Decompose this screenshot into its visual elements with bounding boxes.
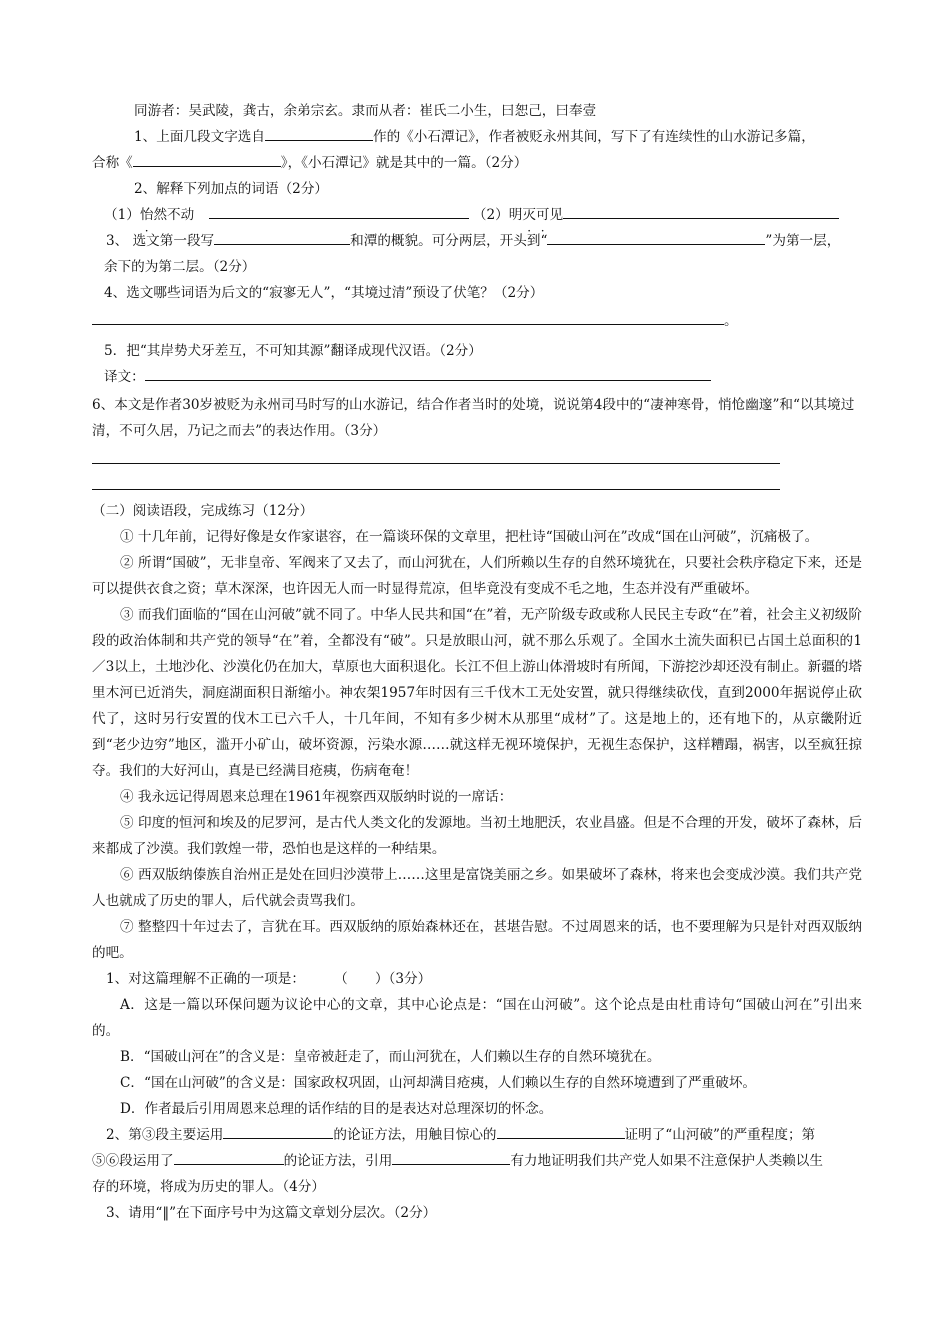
question-2-1-word: 然不动: [153, 207, 195, 223]
question-2-2-blank[interactable]: [563, 204, 839, 219]
question-1-blank-collection[interactable]: [133, 152, 281, 167]
section-2-heading: （二）阅读语段，完成练习（12分）: [92, 503, 314, 519]
section-2-question-2-blank-1[interactable]: [223, 1124, 333, 1139]
question-4-answer: [92, 308, 862, 334]
section-2-question-2-blank-2[interactable]: [497, 1124, 625, 1139]
question-3-text-b: 和潭的概貌。可分两层，开头到“: [350, 233, 548, 249]
passage-paragraph: ② 所谓“国破”，无非皇帝、军阀来了又去了，而山河犹在，人们所赖以生存的自然环境犹在，只要社会秩序稳定下来，还是可以提供衣食之资；草木深深，也许因无人而一时显得荒凉，但毕竟没有变成不毛之地，生态并没有严重破坏。: [92, 555, 862, 597]
section-2-question-3: 3、请用“‖”在下面序号中为这篇文章划分层次。（2分）: [106, 1205, 437, 1221]
question-5-answer: [92, 364, 862, 390]
passage-paragraph: ① 十几年前，记得好像是女作家谌容，在一篇谈环保的文章里，把杜诗“国破山河在”改成“国在山河破”，沉痛极了。: [120, 529, 819, 545]
passage-paragraph: ③ 而我们面临的“国在山河破”就不同了。中华人民共和国“在”着，无产阶级专政或称人民民主专政“在”着，社会主义初级阶段的政治体制和共产党的领导“在”着，全都没有“破”。只是放眼山河，就不那么乐观了。全国水土流失面积已占国土总面积的1／3以上，土地沙化、沙漠化仍在加大，草原也大面积退化。长江不但上游山体滑坡时有所闻，下游挖沙却还没有制止。新疆的塔里木河已近消失，洞庭湖面积日渐缩小。神农架1957年时因有三千伐木工无处安置，就只得继续砍伐，直到2000年据说停止砍代了，这时另行安置的伐木工已六千人，十几年间，不知有多少树木从那里“成材”了。这是地上的，还有地下的，从京畿附近到“老少边穷”地区，滥开小矿山，破坏资源，污染水源……就这样无视环境保护，无视生态保护，这样糟蹋，祸害，以至疯狂掠夺。我们的大好河山，真是已经满目疮痍，伤病奄奄！: [92, 607, 862, 779]
question-4-blank[interactable]: [92, 310, 724, 325]
passage-paragraph: ⑦ 整整四十年过去了，言犹在耳。西双版纳的原始森林还在，甚堪告慰。不过周恩来的话，也不要理解为只是针对西双版纳的吧。: [92, 919, 862, 961]
passage-paragraph: ④ 我永远记得周恩来总理在1961年视察西双版纳时说的一席话：: [120, 789, 513, 805]
question-2: 2、解释下列加点的词语（2分）: [134, 181, 329, 197]
question-2-words: [92, 202, 862, 228]
reading-passage: [92, 524, 862, 966]
exam-page: [92, 98, 862, 1226]
question-2-1-blank[interactable]: [209, 204, 469, 219]
dotted-word-ke: 可: [535, 207, 550, 223]
section-2-question-2-text-a: 2、第③段主要运用: [106, 1127, 224, 1143]
question-6-answer-line-2[interactable]: [92, 488, 780, 490]
section-2-question-2: [92, 1122, 862, 1148]
question-4-end: 。: [724, 313, 738, 329]
question-1-text-a: 1、上面几段文字选自: [134, 129, 265, 145]
section-2-question-2-text-b: 的论证方法，用触目惊心的: [333, 1127, 497, 1143]
question-1-text-b: 作的《小石潭记》，作者被贬永州其间，写下了有连续性的山水游记多篇，: [373, 129, 815, 145]
question-3: [92, 228, 862, 254]
passage-paragraph: ⑥ 西双版纳傣族自治州正是处在回归沙漠带上……这里是富饶美丽之乡。如果破坏了森林，将来也会变成沙漠。我们共产党人也就成了历史的罪人，后代就会责骂我们。: [92, 867, 862, 909]
question-3-cont: 余下的为第二层。（2分）: [104, 259, 256, 275]
option-b[interactable]: B．“国破山河在”的含义是：皇帝被赶走了，而山河犹在，人们赖以生存的自然环境犹在。: [120, 1049, 661, 1065]
section-2-question-1: [92, 966, 862, 992]
question-1-cont: [92, 150, 862, 176]
dotted-word-yi: 怡: [139, 207, 154, 223]
question-5-blank[interactable]: [145, 366, 711, 381]
question-1: [92, 124, 862, 150]
question-1-text-d: 》，《小石潭记》就是其中的一篇。（2分）: [280, 155, 528, 171]
section-2-question-2-text-c: 证明了“山河破”的严重程度；第: [624, 1127, 816, 1143]
section-2-question-1-text: 1、对这篇理解不正确的一项是：: [106, 971, 305, 987]
question-6-answer-line-1[interactable]: [92, 462, 780, 464]
companions-line: 同游者：吴武陵，龚古，余弟宗玄。隶而从者：崔氏二小生，曰恕己，曰奉壹: [134, 103, 597, 119]
question-1-blank-author[interactable]: [265, 126, 373, 141]
section-2-question-2-text-f: 有力地证明我们共产党人如果不注意保护人类赖以生: [510, 1153, 823, 1169]
question-3-text-a: 3、 选文第一段写: [106, 233, 215, 249]
option-a[interactable]: A．这是一篇以环保问题为议论中心的文章，其中心论点是：“国在山河破”。这个论点是由杜甫诗句“国破山河在”引出来的。: [92, 997, 862, 1039]
passage-paragraph: ⑤ 印度的恒河和埃及的尼罗河，是古代人类文化的发源地。当初土地肥沃，农业昌盛。但是不合理的开发，破坏了森林，后来都成了沙漠。我们敦煌一带，恐怕也是这样的一种结果。: [92, 815, 862, 857]
section-2-question-2-blank-4[interactable]: [392, 1150, 510, 1165]
section-2-question-2-blank-3[interactable]: [174, 1150, 284, 1165]
question-5-label: 译文：: [104, 369, 145, 385]
question-2-2-word-end: 见: [549, 207, 564, 223]
section-2-question-2-cont: [92, 1148, 862, 1174]
question-3-blank-2[interactable]: [547, 230, 765, 245]
section-2-question-2-text-e: 的论证方法，引用: [283, 1153, 393, 1169]
question-1-text-c: 合称《: [92, 155, 133, 171]
dotted-word-mie: 灭: [522, 207, 536, 223]
question-2-2-label: （2）明: [472, 207, 523, 223]
option-d[interactable]: D．作者最后引用周恩来总理的话作结的目的是表达对总理深切的怀念。: [120, 1101, 553, 1117]
section-2-question-2-end: 存的环境，将成为历史的罪人。（4分）: [92, 1179, 325, 1195]
question-2-1-label: （1）: [104, 207, 140, 223]
answer-paren[interactable]: （ ）（3分）: [340, 971, 432, 987]
option-c[interactable]: C．“国在山河破”的含义是：国家政权巩固，山河却满目疮痍，人们赖以生存的自然环境遭到了严重破坏。: [120, 1075, 757, 1091]
question-3-blank-1[interactable]: [214, 230, 350, 245]
section-2-question-2-text-d: ⑤⑥段运用了: [92, 1153, 174, 1169]
question-5: 5．把“其岸势犬牙差互，不可知其源”翻译成现代汉语。（2分）: [104, 343, 482, 359]
question-6: 6、本文是作者30岁被贬为永州司马时写的山水游记，结合作者当时的处境，说说第4段中的“凄神寒骨，悄怆幽邃”和“以其境过清，不可久居，乃记之而去”的表达作用。（3分）: [92, 397, 855, 439]
question-3-text-c: ”为第一层，: [765, 233, 841, 249]
question-4: 4、选文哪些词语为后文的“寂寥无人”，“其境过清”预设了伏笔？（2分）: [104, 285, 544, 301]
